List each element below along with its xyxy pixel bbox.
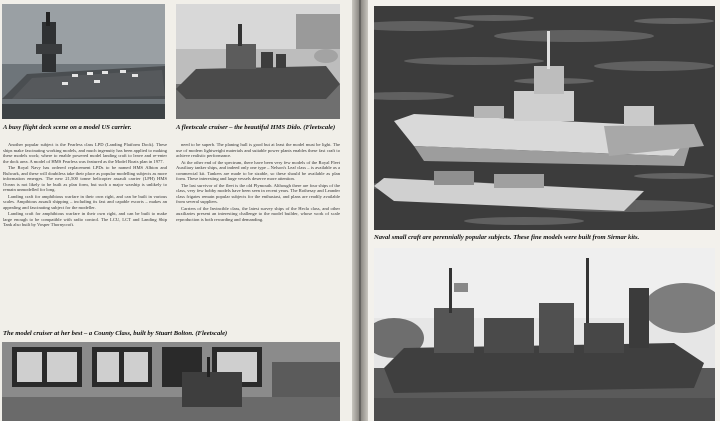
left-page — [0, 0, 352, 421]
small-craft-illustration — [374, 6, 715, 230]
text-column-1 — [3, 142, 167, 330]
photo-carrier-deck — [2, 4, 165, 119]
photo-hms-dido — [176, 4, 340, 119]
right-page — [368, 0, 720, 421]
paragraph: Another popular subject is the Fearless class LPD (Landing Platform Dock). These ships make fascinating working models, and much ingenuity has been applied to making these models work; where to enable powered model landing craft to leave and re-enter the dock area. A model of HMS Fearless was featured as the Model Boats plan in 1977. — [3, 142, 167, 164]
cruiser-illustration — [2, 342, 340, 421]
caption-small-craft: Naval small craft are perennially popular subjects. These fine models were built from Sirmar kits. — [374, 234, 640, 241]
paragraph: At the other end of the spectrum, there have been very few models of the Royal Fleet Auxiliary tanker ships, and indeed only one type – Nelson's Leaf class – is available as a commercial kit. Tankers are made to be sizable, so these should be available as plan form. These interesting and large vessels deserve more attention. — [176, 159, 340, 181]
paragraph: Carriers of the Invincible class, the latest survey ships of the Hecla class, and other auxiliaries present an interesting challenge to the model builder, whose work of scale reproduction is both rewarding and demanding. — [176, 205, 340, 222]
dido-illustration — [176, 4, 340, 119]
paragraph: Landing craft for amphibious warfare in their own right, and can be built to make large enough to be compatible with radio control. The LCU, LCT and Landing Ship Tank also built by Vosper Thornycroft. — [3, 211, 167, 227]
carrier-illustration — [2, 4, 165, 119]
caption-county-cruiser: The model cruiser at her best – a County Class, built by Stuart Bolton. (Fleetscale) — [3, 330, 228, 337]
photo-warship-model — [374, 248, 715, 421]
caption-dido: A fleetscale cruiser – the beautiful HMS Dido. (Fleetscale) — [176, 124, 336, 131]
photo-county-cruiser — [2, 342, 340, 421]
paragraph: The Royal Navy has ordered replacement LPDs to be named HMS Albion and Bulwark, and these will doubtless take their place as popular modelling subjects as more information emerges. The new 21,500 tonne helicopter assault carrier (LPH) HMS Ocean is not likely to be built as plan form, but such a major warship is unlikely to remain unmodelled for long. — [3, 165, 167, 192]
paragraph: The last survivor of the fleet is the old Plymouth. Although there are four ships of the class, very few hobby models have been seen in recent years. The Rothesay and Leander class frigates remain popular subjects for the enthusiast, and plans are readily available from several suppliers. — [176, 182, 340, 204]
caption-carrier: A busy flight deck scene on a model US carrier. — [3, 124, 132, 131]
paragraph: Landing craft for amphibious warfare in their own right, and can be built in various scales. Ampibious assault shipping – including its fast and capable escorts – makes an appealing and fascinating subject for the modeller. — [3, 193, 167, 210]
book-gutter — [352, 0, 368, 421]
photo-naval-small-craft — [374, 6, 715, 230]
text-column-2 — [176, 142, 340, 330]
warship-illustration — [374, 248, 715, 421]
paragraph: need to be superb. The planing hull is good but at least the model must be light. The use of modern lightweight materials and suitable power plants enables these fast craft to achieve realistic performance. — [176, 142, 340, 158]
